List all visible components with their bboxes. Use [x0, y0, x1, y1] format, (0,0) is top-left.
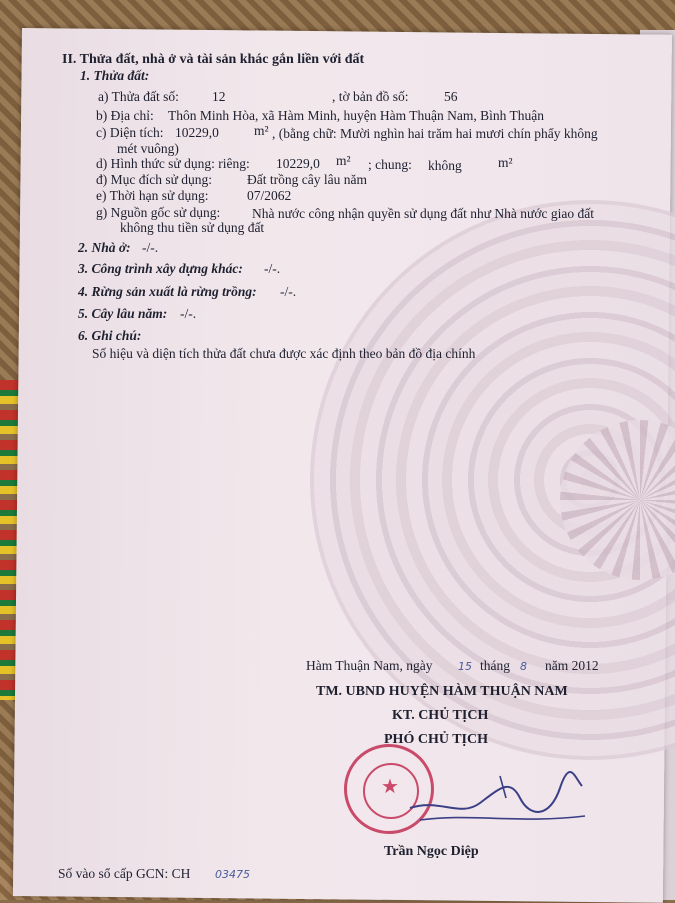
area-in-words-cont: mét vuông)	[117, 141, 179, 156]
signer-title-1: KT. CHỦ TỊCH	[392, 708, 489, 723]
private-area-value: 10229,0	[276, 156, 320, 171]
handwritten-signature	[400, 758, 590, 838]
usage-form-label: d) Hình thức sử dụng: riêng:	[96, 156, 250, 171]
construction-label: 3. Công trình xây dựng khác:	[78, 261, 243, 276]
place-date-prefix: Hàm Thuận Nam, ngày	[306, 658, 433, 673]
registry-label: Số vào sổ cấp GCN: CH	[58, 866, 191, 881]
parcel-number-label: a) Thửa đất số:	[98, 89, 179, 104]
trees-value: -/-.	[180, 306, 197, 321]
land-heading: 1. Thửa đất:	[80, 68, 150, 83]
parcel-number-value: 12	[212, 89, 226, 104]
shared-unit: m²	[498, 155, 513, 170]
area-value: 10229,0	[175, 125, 219, 140]
area-in-words: , (bằng chữ: Mười nghìn hai trăm hai mươi chín phẩy không	[272, 126, 598, 141]
shared-value: không	[428, 158, 462, 173]
sign-month: 8	[520, 660, 527, 673]
notes-value: Số hiệu và diện tích thửa đất chưa được xác định theo bản đồ địa chính	[92, 346, 476, 361]
house-label: 2. Nhà ở:	[78, 240, 131, 255]
origin-label: g) Nguồn gốc sử dụng:	[96, 205, 221, 220]
sign-day: 15	[458, 660, 472, 673]
origin-value-cont: không thu tiền sử dụng đất	[120, 220, 265, 235]
notes-label: 6. Ghi chú:	[78, 328, 142, 343]
map-sheet-value: 56	[444, 89, 458, 104]
forest-label: 4. Rừng sản xuất là rừng trồng:	[78, 284, 257, 299]
seal-star-icon: ★	[381, 776, 399, 798]
address-label: b) Địa chỉ:	[96, 108, 154, 123]
construction-value: -/-.	[264, 261, 281, 276]
signer-title-2: PHÓ CHỦ TỊCH	[384, 732, 488, 747]
area-unit: m²	[254, 123, 269, 138]
purpose-label: đ) Mục đích sử dụng:	[96, 172, 213, 187]
signer-name: Trần Ngọc Diệp	[384, 844, 479, 859]
year-label: năm 2012	[545, 658, 599, 673]
section-title: II. Thửa đất, nhà ở và tài sản khác gắn liền với đất	[62, 52, 365, 67]
purpose-value: Đất trồng cây lâu năm	[247, 172, 367, 187]
trees-label: 5. Cây lâu năm:	[78, 306, 168, 321]
forest-value: -/-.	[280, 284, 297, 299]
house-value: -/-.	[142, 240, 159, 255]
term-label: e) Thời hạn sử dụng:	[96, 188, 209, 203]
registry-number: 03475	[215, 868, 250, 881]
month-label: tháng	[480, 658, 510, 673]
map-sheet-label: , tờ bản đồ số:	[332, 89, 409, 104]
address-value: Thôn Minh Hòa, xã Hàm Minh, huyện Hàm Thuận Nam, Bình Thuận	[168, 108, 544, 123]
term-value: 07/2062	[247, 188, 292, 203]
shared-label: ; chung:	[368, 157, 412, 172]
private-area-unit: m²	[336, 153, 351, 168]
origin-value: Nhà nước công nhận quyền sử dụng đất như Nhà nước giao đất	[252, 206, 594, 221]
area-label: c) Diện tích:	[96, 125, 164, 140]
issuing-authority: TM. UBND HUYỆN HÀM THUẬN NAM	[316, 684, 568, 699]
